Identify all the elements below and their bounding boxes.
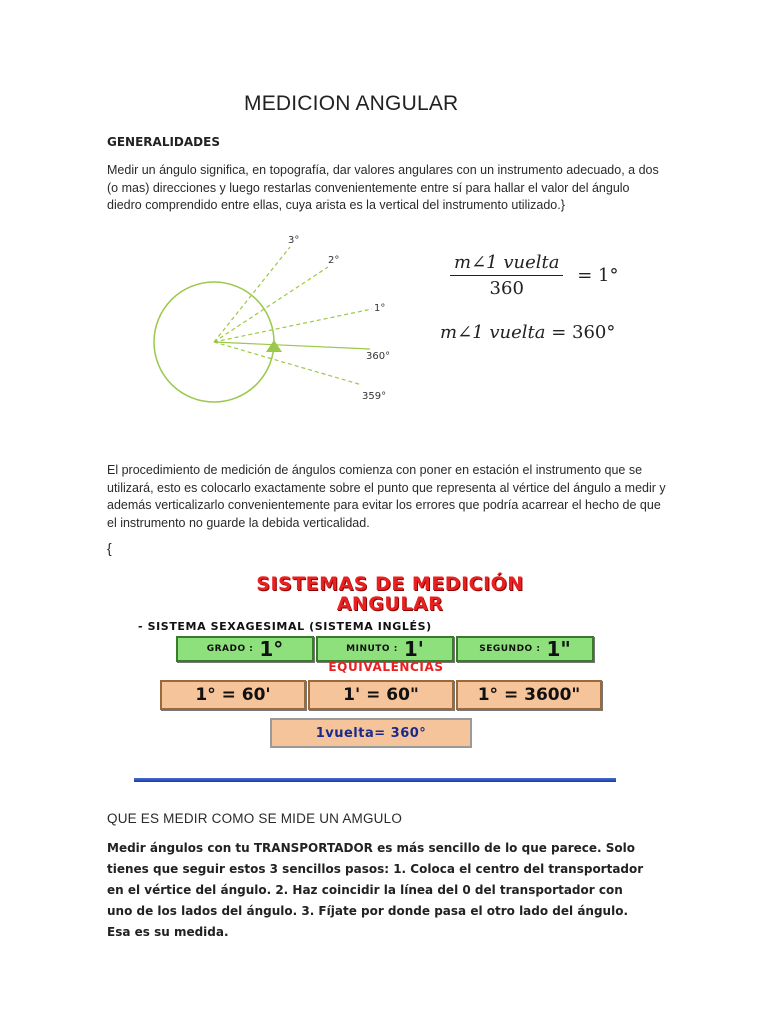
sistemas-title-line2: ANGULAR (336, 593, 444, 615)
equivalence-cell: 1' = 60" (308, 680, 454, 710)
formula2-lhs: m∠1 vuelta (440, 322, 546, 343)
unit-value: 1' (403, 637, 424, 661)
sistemas-title-line1: SISTEMAS DE MEDICIÓN (256, 573, 524, 595)
label-2-deg: 2° (328, 255, 340, 266)
equivalencias-label: EQUIVALENCIAS (328, 660, 444, 674)
ray-2-deg (214, 267, 328, 342)
fraction (450, 252, 563, 299)
unit-label: GRADO : (206, 644, 254, 654)
ray-1-deg (214, 309, 372, 342)
unit-value: 1" (546, 637, 571, 661)
unit-minuto (316, 636, 454, 662)
unit-segundo (456, 636, 594, 662)
equivalence-cell: 1° = 3600" (456, 680, 602, 710)
vuelta-box: 1vuelta= 360° (270, 718, 472, 748)
unit-label: MINUTO : (346, 644, 398, 654)
fraction-numerator: m∠1 vuelta (450, 252, 563, 276)
sistemas-subtitle: - SISTEMA SEXAGESIMAL (SISTEMA INGLÉS) (138, 620, 432, 633)
divider-line (134, 778, 616, 782)
label-3-deg: 3° (288, 235, 300, 246)
label-360-deg: 360° (366, 351, 391, 362)
fraction-result: = 1° (577, 265, 619, 286)
section-heading: GENERALIDADES (107, 135, 220, 149)
answer-paragraph: Medir ángulos con tu TRANSPORTADOR es más sencillo de lo que parece. Solo tienes que seguir estos 3 sencillos pasos: 1. Coloca el centro del transportador en el vértice del ángulo. 2. Haz coincidir la línea del 0 del transportador con uno de los lados del ángulo. 3. Fíjate por donde pasa el otro lado del ángulo. Esa es su medida. (107, 841, 644, 939)
paragraph-procedimiento: El procedimiento de medición de ángulos comienza con poner en estación el instrumento que se utilizará, esto es colocarlo exactamente sobre el punto que representa al vértice del ángulo a medir y además verticalizarlo convenientemente para evitar los errores que podría acarrear el hecho de que el instrumento no guarde la debida verticalidad. (107, 463, 666, 530)
units-row (176, 636, 594, 662)
formula-fraction (450, 252, 618, 299)
fraction-denominator: 360 (489, 278, 524, 299)
ray-359-deg (214, 342, 362, 385)
paragraph-generalidades: Medir un ángulo significa, en topografía, dar valores angulares con un instrumento adecuado, a dos (o mas) direcciones y luego restarlas convenientemente entre sí para hallar el valor del ángulo diedro comprendido entre ellas, cuya arista es la vertical del instrumento utilizado.} (107, 163, 659, 212)
label-1-deg: 1° (374, 303, 386, 314)
unit-label: SEGUNDO : (479, 644, 541, 654)
ray-360-deg (214, 342, 370, 349)
label-359-deg: 359° (362, 391, 387, 402)
ray-3-deg (214, 247, 290, 342)
unit-value: 1° (259, 637, 284, 661)
question-heading: QUE ES MEDIR COMO SE MIDE UN AMGULO (107, 811, 403, 826)
equivalences-row (160, 680, 602, 710)
page-title: MEDICION ANGULAR (244, 92, 459, 115)
equivalence-cell: 1° = 60' (160, 680, 306, 710)
angle-diagram (140, 225, 400, 425)
sistemas-title (150, 574, 630, 614)
unit-grado (176, 636, 314, 662)
formula2-rhs: = 360° (551, 322, 616, 343)
formula-full-turn (440, 322, 615, 343)
arrow-icon (266, 340, 282, 352)
brace-text: { (107, 540, 112, 556)
